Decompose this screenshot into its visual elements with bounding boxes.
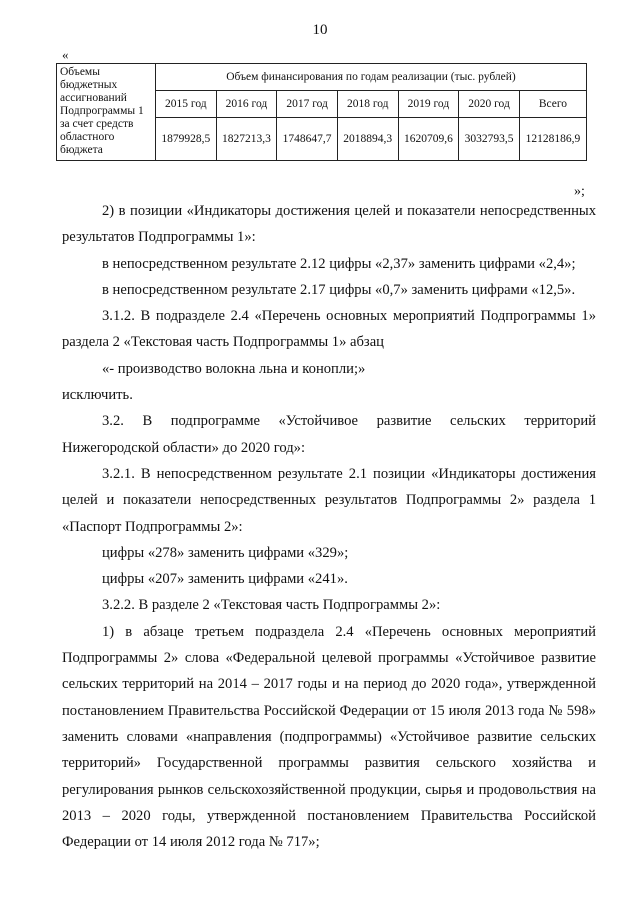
year-header-2015: 2015 год	[156, 91, 217, 118]
table-header-row	[57, 64, 587, 91]
financing-table	[56, 63, 587, 161]
year-header-2016: 2016 год	[216, 91, 277, 118]
year-header-2020: 2020 год	[459, 91, 520, 118]
value-total: 12128186,9	[519, 118, 586, 161]
group-header-cell: Объем финансирования по годам реализации (тыс. рублей)	[156, 64, 587, 91]
value-2016: 1827213,3	[216, 118, 277, 161]
opening-quote: «	[62, 47, 69, 62]
paragraph: цифры «207» заменить цифрами «241».	[102, 571, 348, 588]
closing-quote: »;	[574, 184, 585, 199]
value-2015: 1879928,5	[156, 118, 217, 161]
row-header-cell: Объемы бюджетных ассигнований Подпрограммы 1 за счет средств областного бюджета	[57, 64, 156, 161]
value-2018: 2018894,3	[337, 118, 398, 161]
year-header-2018: 2018 год	[337, 91, 398, 118]
year-header-2019: 2019 год	[398, 91, 459, 118]
value-2019: 1620709,6	[398, 118, 459, 161]
document-body	[62, 198, 596, 855]
paragraph: 3.2.1. В непосредственном результате 2.1 позиции «Индикаторы достижения целей и показатели непосредственных результатов Подпрограммы 2» раздела 1 «Паспорт Подпрограммы 2»:	[62, 465, 596, 535]
paragraph: в непосредственном результате 2.17 цифры «0,7» заменить цифрами «12,5».	[102, 281, 576, 298]
paragraph: 1) в абзаце третьем подраздела 2.4 «Перечень основных мероприятий Подпрограммы 2» слова «Федеральной целевой программы «Устойчивое развитие сельских территорий на 2014 – 2017 годы и на период до 2020 года», утвержденной постановлением Правительства Российской Федерации от 15 июля 2013 года № 598» заменить словами «направления (подпрограммы) «Устойчивое развитие сельских территорий» Государственной программы развития сельского хозяйства и регулирования рынков сельскохозяйственной продукции, сырья и продовольствия на 2013 – 2020 годы, утвержденной постановлением Правительства Российской Федерации от 14 июля 2012 года № 717»;	[62, 623, 596, 851]
paragraph: 3.2. В подпрограмме «Устойчивое развитие сельских территорий Нижегородской области» до 2020 год»:	[62, 413, 596, 456]
value-2017: 1748647,7	[277, 118, 338, 161]
paragraph: исключить.	[62, 387, 133, 404]
paragraph: «- производство волокна льна и конопли;»	[102, 360, 366, 377]
paragraph: 3.2.2. В разделе 2 «Текстовая часть Подпрограммы 2»:	[102, 597, 441, 614]
value-2020: 3032793,5	[459, 118, 520, 161]
paragraph: 3.1.2. В подразделе 2.4 «Перечень основных мероприятий Подпрограммы 1» раздела 2 «Текстовая часть Подпрограммы 1» абзац	[62, 308, 596, 351]
total-header: Всего	[519, 91, 586, 118]
page-number: 10	[312, 22, 328, 38]
paragraph: цифры «278» заменить цифрами «329»;	[102, 544, 349, 561]
paragraph: в непосредственном результате 2.12 цифры «2,37» заменить цифрами «2,4»;	[102, 255, 576, 272]
year-header-2017: 2017 год	[277, 91, 338, 118]
paragraph: 2) в позиции «Индикаторы достижения целей и показатели непосредственных результатов Подпрограммы 1»:	[62, 203, 596, 246]
